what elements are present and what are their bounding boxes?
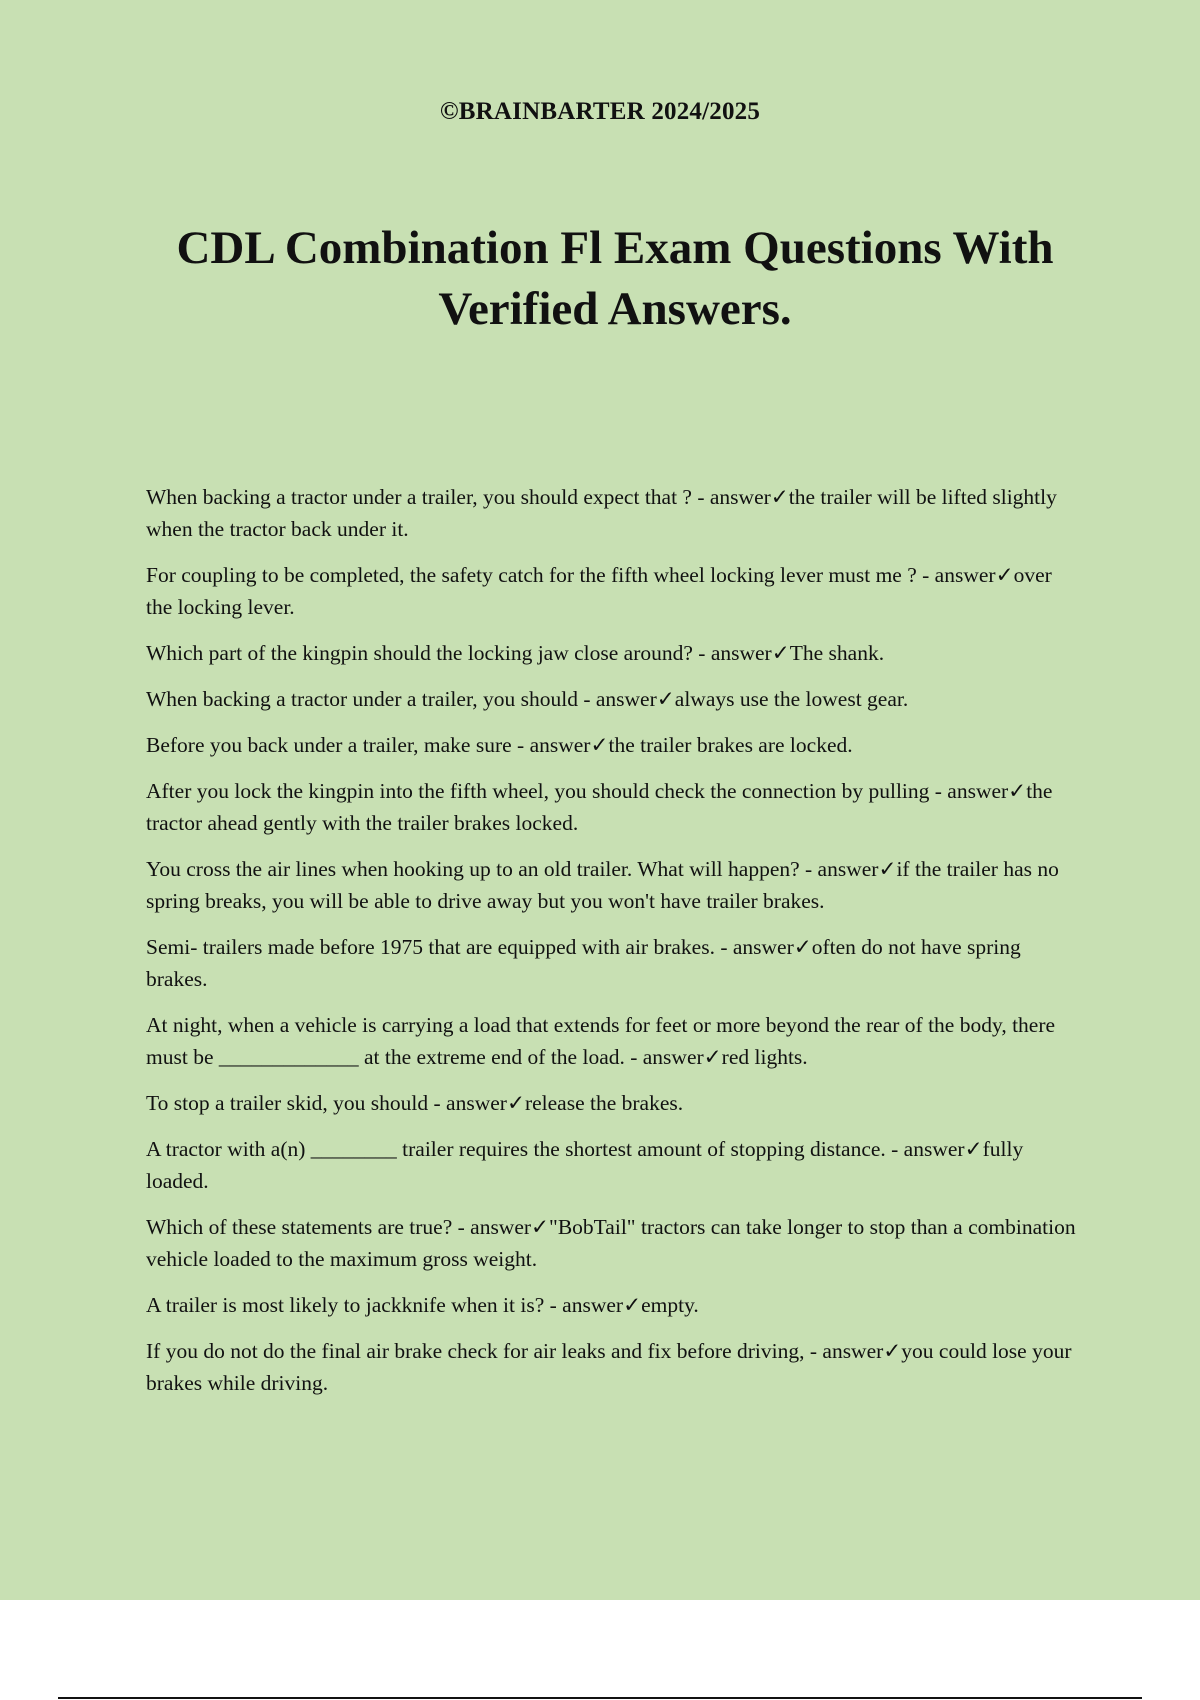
qa-item: After you lock the kingpin into the fifth wheel, you should check the connection by pulling - answer✓the tractor ahead gently with the trailer brakes locked.: [146, 779, 1053, 835]
qa-item: Which part of the kingpin should the locking jaw close around? - answer✓The shank.: [146, 641, 885, 665]
qa-item: If you do not do the final air brake check for air leaks and fix before driving, - answer✓you could lose your brakes while driving.: [146, 1339, 1072, 1395]
qa-item: Before you back under a trailer, make sure - answer✓the trailer brakes are locked.: [146, 733, 853, 757]
qa-item: You cross the air lines when hooking up to an old trailer. What will happen? - answer✓if the trailer has no spring breaks, you will be able to drive away but you won't have trailer brakes.: [146, 857, 1059, 913]
qa-item: Semi- trailers made before 1975 that are equipped with air brakes. - answer✓often do not have spring brakes.: [146, 935, 1021, 991]
question-answer-list: [146, 481, 1076, 1413]
qa-item: When backing a tractor under a trailer, you should - answer✓always use the lowest gear.: [146, 687, 909, 711]
qa-item: For coupling to be completed, the safety catch for the fifth wheel locking lever must me ? - answer✓over the locking lever.: [146, 563, 1052, 619]
qa-item: A tractor with a(n) ________ trailer requires the shortest amount of stopping distance. - answer✓fully loaded.: [146, 1137, 1024, 1193]
qa-item: When backing a tractor under a trailer, you should expect that ? - answer✓the trailer will be lifted slightly when the tractor back under it.: [146, 485, 1057, 541]
qa-item: At night, when a vehicle is carrying a load that extends for feet or more beyond the rear of the body, there must be _____________ at the extreme end of the load. - answer✓red lights.: [146, 1013, 1056, 1069]
copyright-header: ©BRAINBARTER 2024/2025: [439, 98, 761, 125]
qa-item: A trailer is most likely to jackknife when it is? - answer✓empty.: [146, 1293, 699, 1317]
qa-item: To stop a trailer skid, you should - answer✓release the brakes.: [146, 1091, 684, 1115]
document-title: CDL Combination Fl Exam Questions With Verified Answers.: [176, 222, 1054, 335]
qa-item: Which of these statements are true? - answer✓"BobTail" tractors can take longer to stop than a combination vehicle loaded to the maximum gross weight.: [146, 1215, 1076, 1271]
footer-divider: [58, 1697, 1142, 1699]
